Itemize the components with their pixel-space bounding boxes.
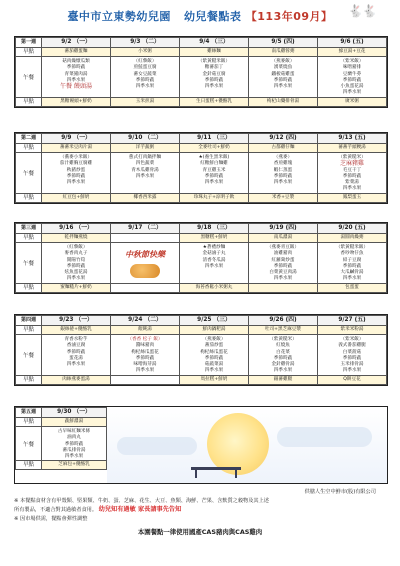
lunch-cell — [180, 243, 249, 284]
dish: 四季水果 — [342, 276, 362, 282]
dish: （紅藜飯） — [64, 245, 88, 250]
dish: 煎鮭蛋豆腐 — [133, 65, 157, 71]
snack-cell: 蕃茄雞蛋麵 — [42, 48, 111, 57]
week-1 — [14, 36, 388, 108]
dish: （紅藜飯） — [133, 59, 157, 64]
snack-cell: 小米粥 — [111, 48, 180, 57]
snack-cell — [249, 283, 318, 292]
dish: （紫黃糙米） — [269, 337, 297, 342]
dish: 季節時蔬 — [66, 65, 86, 71]
supplier-note: 供膳人生空中鮮市(股)有限公司 — [304, 489, 376, 495]
lunch-cell — [180, 335, 249, 376]
snack-cell: 蕃蕃米豆肉片湯 — [42, 144, 111, 153]
bench-shape — [195, 470, 197, 478]
dish: （紫黃糙米） — [338, 155, 366, 160]
dish: 季節時蔬 — [135, 77, 155, 83]
snack-cell: 蕃蕃芋頭粳湯 — [318, 144, 387, 153]
dish: 芝麻豬雞 — [339, 160, 364, 168]
snack-cell: 紅豆包+鮮奶 — [42, 193, 111, 202]
lunch-cell — [42, 243, 111, 284]
snack-label: 早點 — [16, 97, 42, 106]
day-header: 9/17 （二） — [111, 224, 180, 234]
snack-cell: 生日蛋糕+優酪乳 — [180, 97, 249, 106]
dish: 香煎雞塊 — [273, 161, 293, 167]
dish: 青菜豬肉湯 — [64, 71, 88, 77]
dish: 季節時蔬 — [273, 173, 293, 179]
day-header: 9/27 (五) — [318, 316, 387, 326]
snack-cell: 綠豆湯+豆花 — [318, 48, 387, 57]
menu-month: 【113年09月】 — [245, 10, 333, 23]
week-label: 第三週 — [16, 224, 42, 234]
week-label: 第五週 — [16, 408, 42, 418]
day-header: 9/18 （三） — [180, 224, 249, 234]
dish: 紫菜湯 — [345, 180, 359, 186]
lunch-cell — [42, 335, 111, 376]
snack-label: 早點 — [16, 234, 42, 243]
lunch-cell — [42, 57, 111, 98]
dish: 香滷豆腐 — [66, 343, 86, 349]
dish: 枸杞絲瓜蛋花 — [200, 349, 228, 355]
dish: 秋豬炒蛋 — [66, 167, 86, 173]
dish: 茄汁雞胸豆腐雞 — [59, 161, 93, 167]
snack-cell: Q餅豆花 — [318, 375, 387, 384]
dish: 紅糖鮮白麵雞 — [200, 161, 228, 167]
lunch-cell — [111, 335, 180, 376]
dish: 糖蕃茄丁 — [204, 65, 224, 71]
snack-cell: 全麥吐司+鮮奶 — [180, 144, 249, 153]
school-name: 臺中市立東勢幼兒園 — [67, 10, 171, 23]
dish: 四季水果 — [273, 84, 293, 90]
dish: 味噌海芽湯 — [133, 362, 157, 368]
lunch-cell — [318, 335, 387, 376]
day-header: 9/25 （三） — [180, 316, 249, 326]
snack-label: 早點 — [16, 48, 42, 57]
dish: 毛豆干丁 — [342, 167, 362, 173]
dish: 青豆雞玉米 — [202, 167, 226, 173]
allergy-note: ※ 本餐點食材含有甲殼類、堅果類、牛奶、蛋、芝麻、花生、大豆、魚類、海鮮、芒果、含麩質之穀物及其上述 — [14, 498, 269, 504]
dish: 蔥式打肉鍋拌麵 — [128, 155, 162, 160]
week-4 — [14, 314, 388, 386]
snack-label: 早點 — [16, 283, 42, 292]
dish: 青木瓜雞骨湯 — [131, 167, 159, 173]
moon-shape — [207, 413, 269, 475]
lunch-cell — [318, 243, 387, 284]
cloud-shape — [277, 427, 372, 447]
dish: 蕃女豆蔬菜 — [133, 71, 157, 77]
snack-cell: 肉絲燕麥蛋湯 — [42, 375, 111, 384]
snack-cell — [111, 375, 180, 384]
bench-shape — [191, 467, 241, 470]
holiday-cell — [111, 243, 180, 284]
day-header: 9/10 （二） — [111, 134, 180, 144]
week-label: 第一週 — [16, 38, 42, 48]
week-3 — [14, 222, 388, 294]
lunch-label: 午餐 — [16, 57, 42, 98]
dish: 四季水果 — [342, 90, 362, 96]
snack-label: 早點 — [16, 461, 42, 470]
dish: （燕麥） — [273, 155, 293, 160]
allergy-note-tail: 所有製品，不適合對其過敏者食用。 — [14, 507, 98, 513]
dish: （紫米飯） — [340, 59, 364, 64]
dish: 四季水果 — [135, 368, 155, 374]
dish: 白菜菠菇 — [342, 349, 362, 355]
day-header: 9/6 (五) — [318, 38, 387, 48]
snack-cell: 馬拉糕+鮮奶 — [180, 375, 249, 384]
snack-cell: 黑糖糕+鮮奶 — [180, 234, 249, 243]
lunch-cell — [42, 427, 107, 461]
lunch-cell — [249, 57, 318, 98]
snack-cell: 芝麻包+優酪乳 — [42, 461, 107, 470]
dish: 四季水果 — [342, 368, 362, 374]
snack-cell: 廣米粥 — [318, 97, 387, 106]
lunch-cell — [111, 57, 180, 98]
snack-cell: 紫米米粉湯 — [318, 326, 387, 335]
dish: 湧菜燒魚 — [273, 65, 293, 71]
dish: 季節時蔬 — [66, 173, 86, 179]
mooncake-icon — [130, 264, 160, 278]
dish: 紹子豆腐 — [342, 257, 362, 263]
dish: 豆蘭牛蒡 — [342, 71, 362, 77]
dish: 季節時蔬 — [342, 355, 362, 361]
snack-cell: 銀絲捲+優酪乳 — [42, 326, 111, 335]
snack-cell: 米香+豆漿 — [249, 193, 318, 202]
snack-cell — [111, 234, 180, 243]
lunch-label: 午餐 — [16, 243, 42, 284]
dish: 季節時蔬 — [135, 355, 155, 361]
dish: 白菜黃豆肉湯 — [269, 270, 297, 276]
day-header: 9/16 （一） — [42, 224, 111, 234]
day-header: 9/19 (四) — [249, 224, 318, 234]
snack-cell — [111, 283, 180, 292]
snack-label: 早點 — [16, 418, 42, 427]
day-header: 9/11 （三） — [180, 134, 249, 144]
dish: 季節時蔬 — [273, 77, 293, 83]
dish-highlight: 午餐 饅頭湯 — [60, 83, 92, 91]
dish: 菇蔬菜湯 — [204, 362, 224, 368]
dish: 開陽竹筍 — [66, 257, 86, 263]
snack-cell: 包蛋蛋 — [318, 283, 387, 292]
dish: 白花菜 — [276, 349, 290, 355]
lunch-label: 午餐 — [16, 335, 42, 376]
dish: 蕃瓜排骨湯 — [62, 447, 86, 453]
snack-cell: 餛飩湯 — [111, 326, 180, 335]
dish: 小魚蛋花湯 — [340, 84, 364, 90]
dish: 枸杞絲瓜蛋花 — [131, 349, 159, 355]
dish: 季節時蔬 — [273, 355, 293, 361]
dish: 四季水果 — [66, 77, 86, 83]
dish: 金針菇豆腐 — [202, 71, 226, 77]
day-header: 9/30 （一） — [42, 408, 107, 418]
lunch-label: 午餐 — [16, 427, 42, 461]
dish: 四季水果 — [204, 263, 224, 269]
snack-cell: 雞絲麵 — [180, 48, 249, 57]
dish: （燕麥飯） — [202, 337, 226, 342]
dish: 紅燒魚 — [276, 343, 290, 349]
dish: 麥香肉丸子 — [64, 251, 88, 257]
week-2 — [14, 132, 388, 204]
dish: 炫魚蛋花湯 — [64, 270, 88, 276]
dish: 季節時蔬 — [66, 349, 86, 355]
footer — [14, 488, 386, 536]
dish: 季節時蔬 — [204, 355, 224, 361]
dish: 玉米排骨湯 — [340, 362, 364, 368]
day-header: 9/9 （一） — [42, 134, 111, 144]
lunch-cell — [249, 243, 318, 284]
cloud-shape — [117, 437, 197, 455]
dish: 香吵吻仔魚 — [340, 251, 364, 257]
dish: 四季水果 — [273, 368, 293, 374]
dish: 四季水果 — [204, 84, 224, 90]
day-header: 9/13 (五) — [318, 134, 387, 144]
day-header: 9/26 (四) — [249, 316, 318, 326]
dish: 蝦仁蒸蛋 — [273, 167, 293, 173]
dish: 四季水果 — [273, 180, 293, 186]
dish: ★(養生黑米飯) — [198, 155, 230, 160]
lunch-cell — [111, 153, 180, 194]
snack-label: 早點 — [16, 375, 42, 384]
dish: 四季水果 — [135, 84, 155, 90]
dish: 四季水果 — [273, 276, 293, 282]
dish: 四季水果 — [66, 180, 86, 186]
dish: 菇肉燥燉瓜類 — [62, 59, 90, 64]
lunch-cell — [249, 153, 318, 194]
seasonal-note: ※ 因市場供需，餐點會彈性調整 — [14, 516, 88, 522]
lunch-cell — [180, 57, 249, 98]
lunch-cell — [318, 57, 387, 98]
snack-cell: 湯圓肉燥粥 — [318, 234, 387, 243]
dish: 金針雞骨湯 — [271, 362, 295, 368]
dish: 四季水果 — [342, 186, 362, 192]
snack-cell: 乾拌麵燕燒 — [42, 234, 111, 243]
dish: 季節時蔬 — [342, 173, 362, 179]
day-header: 9/2 （一） — [42, 38, 111, 48]
dish: 四季水果 — [66, 276, 86, 282]
dish: 季節時蔬 — [66, 263, 86, 269]
snack-cell: 銀蕃雞腿 — [249, 375, 318, 384]
page-title — [0, 8, 400, 24]
snack-cell: 玉米煎湯 — [111, 97, 180, 106]
dish: 季節時蔬 — [342, 77, 362, 83]
dish: 四色蔬菜 — [135, 161, 155, 167]
dish: 醬味豬肉 — [135, 343, 155, 349]
lunch-cell — [249, 335, 318, 376]
snack-cell: 海苔香鬆小米粥丸 — [180, 283, 249, 292]
dish: 金菇滷子丸 — [202, 251, 226, 257]
dish: 蛋花湯 — [69, 355, 83, 361]
dish: 四季水果 — [66, 362, 86, 368]
cas-note: 本園餐點一律使用國產CAS豬肉與CAS雞肉 — [137, 528, 263, 536]
dish: 味噌豬排 — [342, 65, 362, 71]
snack-cell: 鮮肉鍋粑湯 — [180, 326, 249, 335]
dish: 滷肉丸 — [67, 435, 81, 441]
lunch-cell — [42, 153, 111, 194]
dish: ★蒼禮炒麵 — [202, 245, 226, 250]
snack-cell: 蔬鮮濃湯 — [42, 418, 107, 427]
lunch-label: 午餐 — [16, 153, 42, 194]
snack-cell: 椰香西米露 — [111, 193, 180, 202]
snack-cell: 吐司+黑芝麻豆漿 — [249, 326, 318, 335]
dish: （紫黃糙米飯） — [335, 245, 369, 250]
rabbit-icon: 🐇 — [348, 4, 363, 18]
dish: 鐵板菇雞蛋 — [271, 71, 295, 77]
snack-cell: 珍珠丸子+涼明子飲 — [180, 193, 249, 202]
dish: 季節時蔬 — [64, 441, 84, 447]
snack-cell: 枸杞山藥排骨湯 — [249, 97, 318, 106]
dish: （燕麥飯） — [271, 59, 295, 64]
rabbit-icon: 🐇 — [362, 4, 377, 18]
dish: 紅蘿蔔炒蛋 — [271, 257, 295, 263]
dish: （燕麥青豆飯） — [266, 245, 300, 250]
day-header: 9/12 (四) — [249, 134, 318, 144]
dish: 季節時蔬 — [204, 173, 224, 179]
menu-title: 幼兒餐點表 — [183, 10, 242, 23]
dish: 青香水粉芋 — [64, 337, 88, 342]
day-header: 9/23 （一） — [42, 316, 111, 326]
day-header: 9/3 （二） — [111, 38, 180, 48]
day-header: 9/24 （二） — [111, 316, 180, 326]
day-header: 9/5 (四) — [249, 38, 318, 48]
dish: 季節時蔬 — [342, 263, 362, 269]
snack-label: 早點 — [16, 326, 42, 335]
dish: （蕎麥小米飯） — [59, 155, 93, 160]
dish: （香香 松子 飯） — [127, 337, 163, 342]
lunch-cell — [180, 153, 249, 194]
week-label: 第四週 — [16, 316, 42, 326]
dish: 清香冬瓜湯 — [202, 257, 226, 263]
lunch-cell — [318, 153, 387, 194]
week-label: 第二週 — [16, 134, 42, 144]
dish: 季節時蔬 — [273, 263, 293, 269]
dish: 四季水果 — [64, 454, 84, 460]
allergy-slogan: 幼兒知有過敏 家長請事先告知 — [98, 506, 182, 513]
dish: 古早味紅麵米條 — [57, 429, 91, 434]
dish: 四季水果 — [204, 180, 224, 186]
snack-cell: 洋芋蔬粥 — [111, 144, 180, 153]
allergy-note-cont — [14, 504, 386, 513]
snack-cell: 古都雞仔麵 — [249, 144, 318, 153]
dish: 油雞豬肉 — [273, 251, 293, 257]
snack-label: 早點 — [16, 144, 42, 153]
dish: 四季水果 — [135, 173, 155, 179]
festival-banner: 中秋節快樂 — [125, 250, 165, 260]
snack-cell: 蜜麵糙片+鮮奶 — [42, 283, 111, 292]
dish: 大瓜鹹骨湯 — [340, 270, 364, 276]
week-5 — [14, 406, 388, 484]
snack-cell: 鳳梨蛋玉 — [318, 193, 387, 202]
snack-cell: 南瓜雞蓉粥 — [249, 48, 318, 57]
dish: （紫黃糙米飯） — [197, 59, 231, 64]
day-header: 9/20 (五) — [318, 224, 387, 234]
moon-illustration — [107, 407, 387, 483]
snack-cell: 南瓜濃湯 — [249, 234, 318, 243]
dish: 四季水果 — [204, 368, 224, 374]
dish: 蕃茄炒蛋 — [204, 343, 224, 349]
snack-label: 早點 — [16, 193, 42, 202]
day-header: 9/4 （三） — [180, 38, 249, 48]
dish: 季節時蔬 — [204, 77, 224, 83]
snack-cell: 黑糖饅頭+鮮奶 — [42, 97, 111, 106]
bench-shape — [235, 470, 237, 478]
dish: 義式番茄雞腿 — [338, 343, 366, 349]
dish: （紫米飯） — [340, 337, 364, 342]
